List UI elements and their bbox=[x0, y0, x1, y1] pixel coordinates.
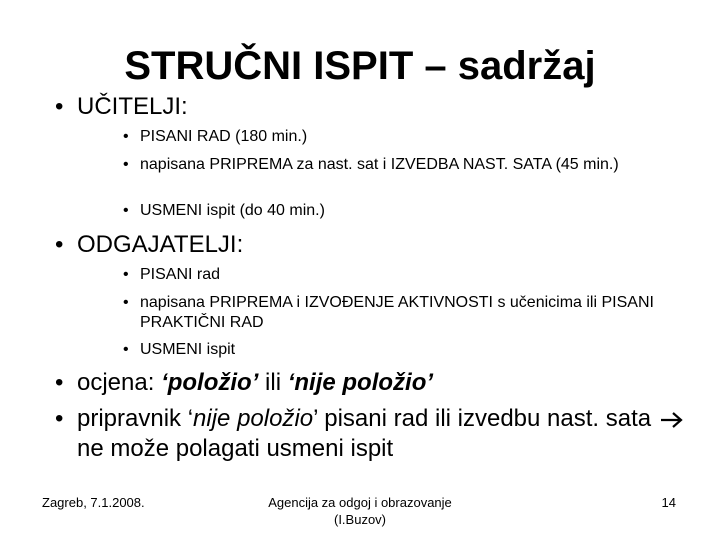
list-item-text: USMENI ispit bbox=[140, 341, 236, 358]
grade-line bbox=[55, 368, 433, 398]
list-item bbox=[123, 340, 680, 360]
grade-failed: ‘nije položio’ bbox=[287, 369, 434, 396]
list-item bbox=[123, 201, 680, 221]
footer-author: (I.Buzov) bbox=[333, 512, 386, 527]
footer-organization bbox=[230, 494, 490, 528]
bullet-icon: • bbox=[123, 156, 129, 173]
footer-date: Zagreb, 7.1.2008. bbox=[42, 495, 145, 510]
bullet-icon: • bbox=[55, 93, 64, 120]
list-item bbox=[123, 155, 685, 175]
grade-passed: ‘položio’ bbox=[161, 369, 259, 396]
footer-organization-name: Agencija za odgoj i obrazovanje bbox=[268, 495, 452, 510]
intern-middle: ’ pisani rad ili izvedbu nast. sata bbox=[313, 405, 652, 432]
bullet-icon: • bbox=[55, 369, 64, 396]
intern-prefix: pripravnik ‘ bbox=[77, 405, 194, 432]
grade-or: ili bbox=[258, 369, 288, 396]
intern-italic: nije položio bbox=[193, 405, 314, 432]
list-item bbox=[123, 265, 680, 285]
bullet-icon: • bbox=[123, 202, 129, 219]
intern-suffix: ne može polagati usmeni ispit bbox=[77, 435, 394, 462]
list-item-text: PISANI rad bbox=[140, 266, 221, 283]
bullet-icon: • bbox=[55, 405, 64, 432]
bullet-icon: • bbox=[123, 341, 129, 358]
page-number: 14 bbox=[661, 495, 676, 510]
section-heading-odgajatelji bbox=[55, 230, 243, 260]
arrow-right-icon bbox=[660, 411, 684, 429]
bullet-icon: • bbox=[123, 128, 129, 145]
slide-title: STRUČNI ISPIT – sadržaj bbox=[124, 44, 596, 88]
grade-prefix: ocjena: bbox=[77, 369, 162, 396]
bullet-icon: • bbox=[123, 266, 129, 283]
section-heading-text: ODGAJATELJI: bbox=[77, 231, 244, 258]
list-item-text: PISANI RAD (180 min.) bbox=[140, 128, 308, 145]
list-item-text: USMENI ispit (do 40 min.) bbox=[140, 202, 325, 219]
bullet-icon: • bbox=[123, 294, 129, 311]
list-item bbox=[123, 293, 660, 333]
section-heading-text: UČITELJI: bbox=[77, 93, 188, 120]
list-item-text: napisana PRIPREMA za nast. sat i IZVEDBA NAST. SATA (45 min.) bbox=[140, 156, 619, 173]
bullet-icon: • bbox=[55, 231, 64, 258]
section-heading-ucitelji bbox=[55, 92, 188, 122]
intern-line bbox=[55, 404, 697, 464]
list-item-text: napisana PRIPREMA i IZVOĐENJE AKTIVNOSTI s učenicima ili PISANI PRAKTIČNI RAD bbox=[140, 294, 654, 331]
list-item bbox=[123, 127, 680, 147]
